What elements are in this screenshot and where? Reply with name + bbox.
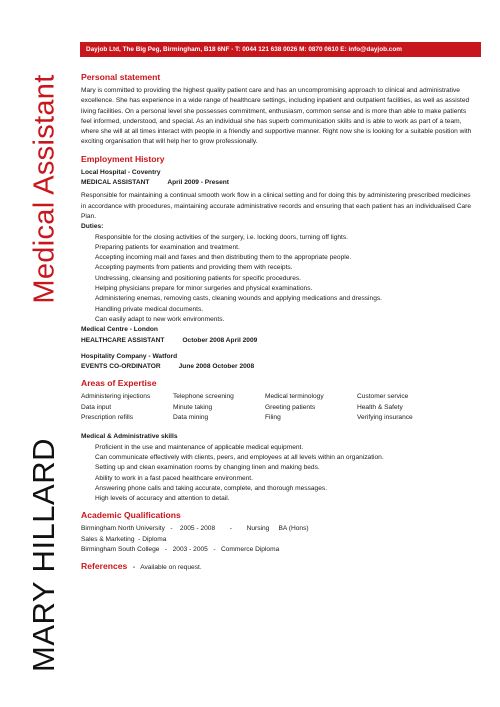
position: EVENTS CO-ORDINATOR bbox=[81, 363, 161, 371]
job-dates: October 2008 April 2009 bbox=[182, 336, 258, 344]
expertise-item: Greeting patients bbox=[265, 403, 316, 411]
list-item: Administering enemas, removing casts, cleaning wounds and applying medications and dressings. bbox=[95, 295, 382, 303]
expertise-item: Customer service bbox=[357, 393, 409, 401]
job-dates: June 2008 October 2008 bbox=[178, 363, 255, 371]
references-line bbox=[81, 561, 476, 573]
list-item: Accepting incoming mail and faxes and then distributing them to the appropriate people. bbox=[95, 254, 352, 262]
expertise-item: Administering injections bbox=[81, 393, 151, 401]
list-item: Proficient in the use and maintenance of applicable medical equipment. bbox=[95, 443, 304, 451]
job-summary: Responsible for maintaining a continual smooth work flow in a clinical setting and for doing this by administering prescribed medicines in accordance with procedures, maintaining accurate administrative records and ensuring that each patient has an individualised Care Plan. bbox=[81, 192, 471, 220]
list-item: Ability to work in a fast paced healthcare environment. bbox=[95, 474, 253, 482]
expertise-grid bbox=[81, 392, 476, 423]
academic-section bbox=[81, 510, 476, 555]
list-item: Helping physicians prepare for minor surgeries and physical examinations. bbox=[95, 285, 313, 293]
employer: Hospitality Company - Watford bbox=[81, 352, 178, 360]
qualification-row: Birmingham North University - 2005 - 2008 - Nursing BA (Hons) bbox=[81, 525, 309, 533]
duties-list bbox=[81, 233, 476, 326]
academic-heading: Academic Qualifications bbox=[81, 510, 181, 521]
candidate-name-vertical bbox=[24, 420, 64, 690]
personal-statement-heading: Personal statement bbox=[81, 72, 161, 82]
candidate-name-text: MARY HILLARD bbox=[26, 438, 61, 672]
contact-bar: Dayjob Ltd, The Big Peg, Birmingham, B18 6NF - T: 0044 121 638 0026 M: 0870 0610 E: info@dayjob.com bbox=[80, 42, 481, 57]
list-item: Responsible for the closing activities of the surgery, i.e. locking doors, turning off lights. bbox=[95, 233, 349, 241]
expertise-item: Verifying insurance bbox=[357, 414, 413, 422]
employer: Medical Centre - London bbox=[81, 326, 158, 334]
position: MEDICAL ASSISTANT bbox=[81, 179, 150, 187]
list-item: Accepting payments from patients and providing them with receipts. bbox=[95, 264, 293, 272]
skills-label: Medical & Administrative skills bbox=[81, 433, 178, 441]
job-dates: April 2009 - Present bbox=[167, 179, 229, 187]
references-text: Available on request. bbox=[140, 564, 202, 572]
position: HEALTHCARE ASSISTANT bbox=[81, 336, 165, 344]
list-item: Undressing, cleansing and positioning patients for specific procedures. bbox=[95, 274, 301, 282]
job-entry bbox=[81, 352, 476, 373]
qualification-row: Sales & Marketing - Diploma bbox=[81, 535, 167, 543]
list-item: Preparing patients for examination and treatment. bbox=[95, 243, 240, 251]
expertise-item: Medical terminology bbox=[265, 393, 324, 401]
references-dash: - bbox=[132, 564, 136, 572]
employment-heading: Employment History bbox=[81, 153, 165, 164]
skills-list bbox=[81, 443, 476, 505]
job-entry bbox=[81, 325, 476, 346]
expertise-item: Data mining bbox=[173, 414, 209, 422]
list-item: High levels of accuracy and attention to detail. bbox=[95, 495, 230, 503]
personal-statement-text: Mary is committed to providing the highest quality patient care and has an uncompromising approach to clinical and administrative excellence. She has experience in a wide range of healthcare settings, including inpatient and outpatient facilities, as well as assisted living facilities. On a personal level she possesses commitment, enthusiasm, common sense and is more than able to make patients feel informed, understood, and special. As an individual she has superb communication skills and is able to work as part of a team, where she will at all times interact with people in a friendly and supportive manner. Right now she is looking for a suitable position with exciting organisation that will help her to grow professionally. bbox=[81, 87, 472, 146]
job-title-line bbox=[81, 362, 476, 372]
duties-label: Duties: bbox=[81, 223, 104, 231]
expertise-section bbox=[81, 378, 476, 504]
expertise-item: Filing bbox=[265, 414, 281, 422]
job-title-text: Medical Assistant bbox=[28, 74, 61, 304]
list-item: Answering phone calls and taking accurate, complete, and thorough messages. bbox=[95, 484, 328, 492]
expertise-item: Minute taking bbox=[173, 403, 213, 411]
list-item: Handling private medical documents. bbox=[95, 305, 204, 313]
list-item: Setting up and clean examination rooms by changing linen and making beds. bbox=[95, 464, 320, 472]
expertise-item: Health & Safety bbox=[357, 403, 403, 411]
expertise-item: Prescription refills bbox=[81, 414, 134, 422]
cv-body bbox=[81, 72, 476, 574]
list-item: Can communicate effectively with clients, peers, and employees at all levels within an organization. bbox=[95, 453, 384, 461]
job-title-vertical bbox=[26, 44, 64, 334]
job-title-line bbox=[81, 336, 476, 346]
employment-section bbox=[81, 154, 476, 373]
list-item: Can easily adapt to new work environments. bbox=[95, 315, 225, 323]
job-entry bbox=[81, 168, 476, 189]
personal-statement-section bbox=[81, 72, 476, 148]
expertise-heading: Areas of Expertise bbox=[81, 378, 157, 389]
expertise-item: Telephone screening bbox=[173, 393, 234, 401]
job-title-line bbox=[81, 178, 476, 188]
references-heading: References bbox=[81, 561, 128, 572]
qualification-row: Birmingham South College - 2003 - 2005 - Commerce Diploma bbox=[81, 545, 280, 553]
expertise-item: Data input bbox=[81, 403, 112, 411]
employer: Local Hospital - Coventry bbox=[81, 168, 161, 176]
